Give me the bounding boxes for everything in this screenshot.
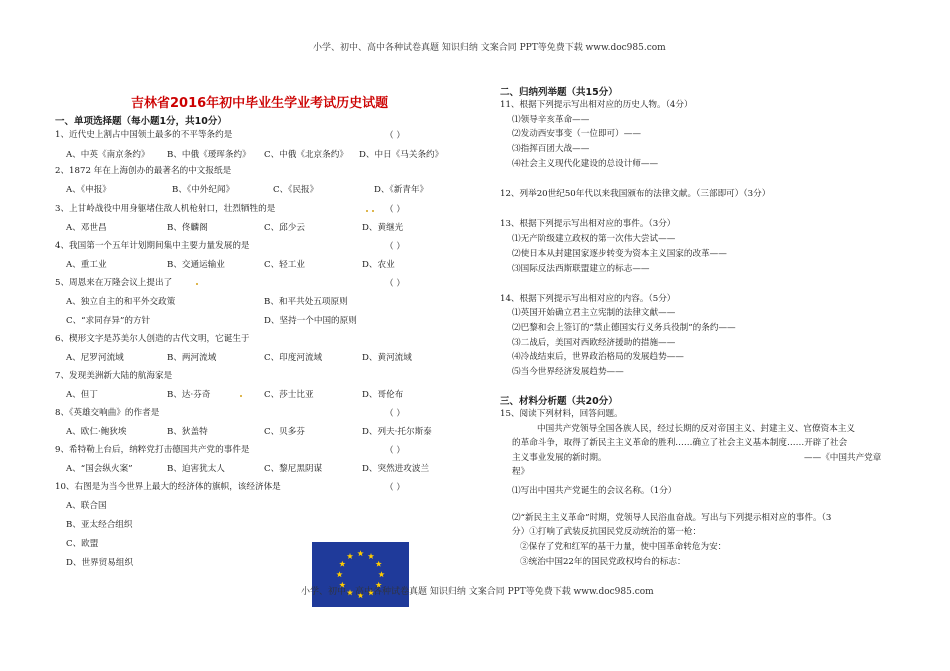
q4-option-d: D、农业 — [362, 260, 395, 270]
q14-item-4: ⑷冷战结束后，世界政治格局的发展趋势—— — [512, 352, 684, 362]
material-line-3: 主义事业发展的新时期。 — [512, 453, 607, 463]
q14-item-5: ⑸当今世界经济发展趋势—— — [512, 367, 624, 377]
answer-blank-10: （ ） — [385, 483, 405, 493]
question-7: 7、发现美洲新大陆的航海家是 — [55, 371, 173, 381]
answer-blank-5: （ ） — [385, 279, 405, 289]
q9-option-d: D、突然进攻波兰 — [362, 464, 430, 474]
question-6: 6、楔形文字是苏美尔人创造的古代文明，它诞生于 — [55, 334, 250, 344]
q5-option-b: B、和平共处五项原则 — [264, 297, 348, 307]
question-13: 13、根据下列提示写出相对应的事件。（3分） — [500, 219, 676, 229]
flag-star — [357, 550, 363, 556]
flag-star — [376, 561, 382, 567]
q3-option-c: C、邱少云 — [264, 223, 305, 233]
q4-option-c: C、轻工业 — [264, 260, 305, 270]
q14-item-1: ⑴英国开始确立君主立宪制的法律文献—— — [512, 308, 676, 318]
q5-option-a: A、独立自主的和平外交政策 — [66, 297, 176, 307]
q11-item-3: ⑶指挥百团大战—— — [512, 144, 590, 154]
q15-part-2-sub-1: 分）①打响了武装反抗国民党反动统治的第一枪： — [512, 527, 702, 537]
q1-option-b: B、中俄《瑷珲条约》 — [167, 150, 251, 160]
q6-option-a: A、尼罗河流域 — [66, 353, 124, 363]
q15-part-2-sub-2: ②保存了党和红军的基干力量，使中国革命转危为安： — [520, 542, 727, 552]
q2-option-c: C、《民报》 — [273, 185, 319, 195]
eu-flag-image — [312, 542, 409, 607]
q11-item-2: ⑵发动西安事变（一位即可）—— — [512, 129, 641, 139]
q10-option-d: D、世界贸易组织 — [66, 558, 134, 568]
q1-option-d: D、中日《马关条约》 — [359, 150, 444, 160]
question-2: 2、1872 年在上海创办的最著名的中文报纸是 — [55, 166, 232, 176]
section-1-heading: 一、单项选择题（每小题1分，共10分） — [55, 116, 227, 127]
question-8: 8、《英雄交响曲》的作者是 — [55, 408, 160, 418]
material-line-1: 中国共产党领导全国各族人民，经过长期的反对帝国主义、封建主义、官僚资本主义 — [537, 424, 855, 434]
flag-star — [378, 571, 384, 577]
q3-option-b: B、佟麟阁 — [167, 223, 208, 233]
q15-part-1: ⑴写出中国共产党诞生的会议名称。（1分） — [512, 486, 677, 496]
flag-star — [347, 553, 353, 559]
q7-option-a: A、但丁 — [66, 390, 98, 400]
q6-option-b: B、两河流域 — [167, 353, 217, 363]
question-14: 14、根据下列提示写出相对应的内容。（5分） — [500, 294, 676, 304]
answer-blank-8: （ ） — [385, 409, 405, 419]
q11-item-1: ⑴领导辛亥革命—— — [512, 115, 590, 125]
question-11: 11、根据下列提示写出相对应的历史人物。（4分） — [500, 100, 693, 110]
q1-option-a: A、中英《南京条约》 — [66, 150, 150, 160]
q8-option-d: D、列夫·托尔斯泰 — [362, 427, 432, 437]
q9-option-b: B、迫害犹太人 — [167, 464, 225, 474]
q10-option-a: A、联合国 — [66, 501, 107, 511]
question-15: 15、阅读下列材料，回答问题。 — [500, 409, 623, 419]
question-5: 5、周恩来在万隆会议上提出了 — [55, 278, 173, 288]
q7-option-d: D、哥伦布 — [362, 390, 404, 400]
q8-option-c: C、贝多芬 — [264, 427, 305, 437]
q8-option-a: A、欧仁·鲍狄埃 — [66, 427, 127, 437]
section-3-heading: 三、材料分析题（共20分） — [500, 396, 618, 407]
answer-blank-3: （ ） — [385, 205, 405, 215]
material-source-cont: 程》 — [512, 467, 530, 477]
q1-option-c: C、中俄《北京条约》 — [264, 150, 348, 160]
q6-option-c: C、印度河流域 — [264, 353, 323, 363]
page-footer: 小学、初中、高中各种试卷真题 知识归纳 文案合同 PPT等免费下载 www.doc985.com — [301, 587, 654, 597]
q2-option-d: D、《新青年》 — [374, 185, 429, 195]
q13-item-2: ⑵使日本从封建国家逐步转变为资本主义国家的改革—— — [512, 249, 727, 259]
q7-option-c: C、莎士比亚 — [264, 390, 314, 400]
q13-item-3: ⑶国际反法西斯联盟建立的标志—— — [512, 264, 650, 274]
q2-option-a: A、《申报》 — [66, 185, 111, 195]
section-2-heading: 二、归纳列举题（共15分） — [500, 87, 618, 98]
question-3: 3、上甘岭战役中用身躯堵住敌人机枪射口，壮烈牺牲的是 — [55, 204, 276, 214]
question-12: 12、列举20世纪50年代以来我国颁布的法律文献。（三部即可）（3分） — [500, 189, 771, 199]
flag-star — [336, 571, 342, 577]
q13-item-1: ⑴无产阶级建立政权的第一次伟大尝试—— — [512, 234, 676, 244]
flag-star — [368, 553, 374, 559]
q15-part-2: ⑵“新民主主义革命”时期，党领导人民浴血奋战。写出与下列提示相对应的事件。（3 — [512, 513, 832, 523]
q4-option-b: B、交通运输业 — [167, 260, 225, 270]
q2-option-b: B、《中外纪闻》 — [172, 185, 235, 195]
question-4: 4、我国第一个五年计划期间集中主要力量发展的是 — [55, 241, 250, 251]
question-1: 1、近代史上割占中国领土最多的不平等条约是 — [55, 130, 233, 140]
answer-blank-9: （ ） — [385, 446, 405, 456]
question-10: 10、右图是为当今世界上最大的经济体的旗帜，该经济体是 — [55, 482, 281, 492]
page-header: 小学、初中、高中各种试卷真题 知识归纳 文案合同 PPT等免费下载 www.doc985.com — [313, 43, 666, 53]
answer-blank-1: （ ） — [385, 131, 405, 141]
flag-star — [339, 561, 345, 567]
q8-option-b: B、狄盖特 — [167, 427, 208, 437]
q6-option-d: D、黄河流域 — [362, 353, 412, 363]
question-9: 9、希特勒上台后，纳粹党打击德国共产党的事件是 — [55, 445, 250, 455]
q4-option-a: A、重工业 — [66, 260, 107, 270]
q10-option-c: C、欧盟 — [66, 539, 99, 549]
q3-option-d: D、黄继光 — [362, 223, 404, 233]
answer-blank-4: （ ） — [385, 242, 405, 252]
q7-option-b: B、达·芬奇 — [167, 390, 211, 400]
material-source: ——《中国共产党章 — [804, 453, 882, 463]
q5-option-d: D、坚持一个中国的原则 — [264, 316, 357, 326]
q15-part-2-sub-3: ③统治中国22年的国民党政权垮台的标志： — [520, 557, 686, 567]
q14-item-2: ⑵巴黎和会上签订的“禁止德国实行义务兵役制”的条约—— — [512, 323, 736, 333]
q3-option-a: A、邓世昌 — [66, 223, 107, 233]
q14-item-3: ⑶二战后，美国对西欧经济援助的措施—— — [512, 338, 676, 348]
exam-title: 吉林省2016年初中毕业生学业考试历史试题 — [131, 96, 389, 111]
material-line-2: 的革命斗争，取得了新民主主义革命的胜利……确立了社会主义基本制度……开辟了社会 — [512, 438, 848, 448]
q5-option-c: C、“求同存异”的方针 — [66, 316, 151, 326]
eu-stars — [312, 542, 409, 607]
q11-item-4: ⑷社会主义现代化建设的总设计师—— — [512, 159, 659, 169]
q9-option-c: C、黎尼黑阴谋 — [264, 464, 323, 474]
q9-option-a: A、“国会纵火案” — [66, 464, 133, 474]
q10-option-b: B、亚太经合组织 — [66, 520, 133, 530]
